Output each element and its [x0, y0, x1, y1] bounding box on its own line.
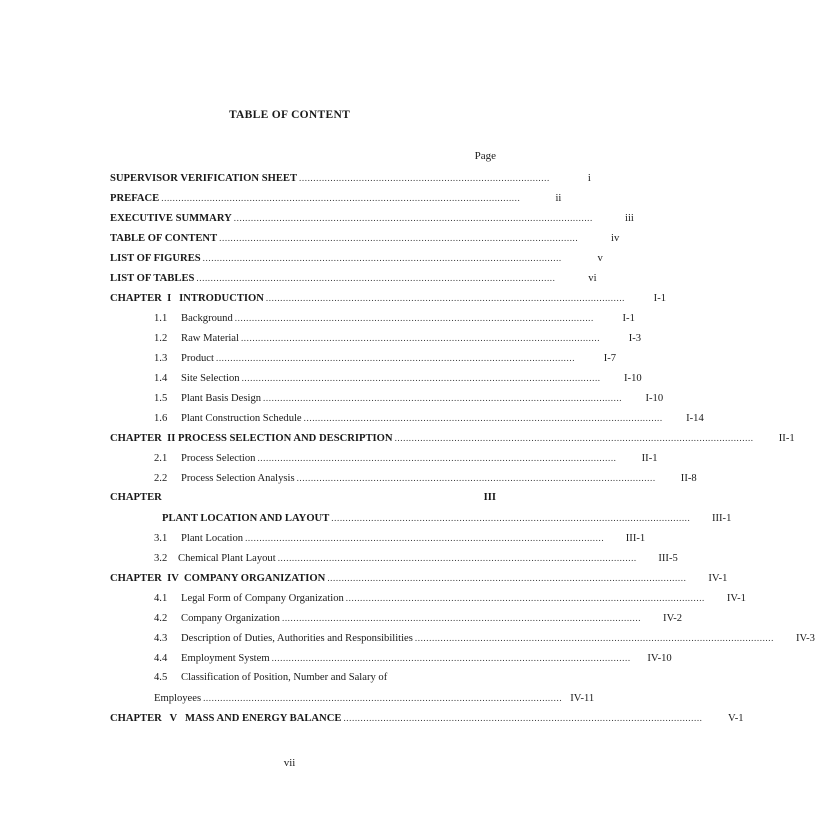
entry-number: 1.6	[154, 413, 168, 424]
entry-number: 4.3	[154, 633, 168, 644]
entry-number: 4.5	[154, 672, 168, 683]
toc-entry-table-of-content[interactable]	[110, 231, 620, 245]
entry-label: Employment System	[181, 653, 270, 664]
leader-dots: ..............................................................................................................................	[345, 593, 705, 603]
toc-entry-chapter-2[interactable]	[110, 431, 795, 445]
toc-entry-4-3[interactable]	[110, 631, 815, 645]
entry-label: EXECUTIVE SUMMARY	[110, 213, 232, 224]
entry-label: Process Selection	[181, 453, 256, 464]
entry-label: Site Selection	[181, 373, 240, 384]
toc-entry-4-4[interactable]	[110, 651, 672, 665]
toc-entry-4-5[interactable]	[110, 671, 496, 685]
entry-label: Employees	[154, 693, 202, 704]
entry-label: CHAPTER I INTRODUCTION	[110, 293, 264, 304]
entry-label: CHAPTER II PROCESS SELECTION AND DESCRIPTION	[110, 433, 393, 444]
entry-number: 1.2	[154, 333, 168, 344]
leader-dots: ..............................................................................................................................	[331, 513, 691, 523]
leader-dots: ..............................................................................................................................	[234, 313, 594, 323]
entry-number: 4.2	[154, 613, 168, 624]
entry-label: CHAPTER	[110, 492, 162, 503]
entry-page: IV-2	[663, 613, 683, 624]
entry-page: II-1	[641, 453, 658, 464]
entry-number: 2.2	[154, 473, 168, 484]
entry-label: Background	[181, 313, 233, 324]
entry-page: i	[587, 173, 591, 184]
entry-page: iv	[611, 233, 620, 244]
toc-entry-chapter-3[interactable]	[110, 491, 496, 505]
leader-dots: ..............................................................................................................................	[265, 293, 626, 303]
page-title: TABLE OF CONTENT	[228, 109, 351, 121]
entry-page: I-14	[686, 413, 704, 424]
toc-entry-chapter-5[interactable]	[110, 711, 744, 725]
entry-page: I-10	[624, 373, 642, 384]
entry-label: LIST OF FIGURES	[110, 253, 201, 264]
page-number-footer: vii	[283, 757, 296, 769]
entry-label: Process Selection Analysis	[181, 473, 295, 484]
toc-entry-1-1[interactable]	[110, 311, 635, 325]
entry-page: iii	[625, 213, 634, 224]
entry-number: 4.4	[154, 653, 168, 664]
entry-page: I-1	[653, 293, 667, 304]
toc-entry-1-4[interactable]	[110, 371, 642, 385]
leader-dots: ..............................................................................................................................	[245, 533, 605, 543]
entry-page: III-1	[625, 533, 646, 544]
entry-label: Chemical Plant Layout	[178, 553, 276, 564]
leader-dots: ........................................................................................	[299, 173, 550, 183]
entry-page: IV-1	[708, 573, 728, 584]
toc-entry-1-6[interactable]	[110, 411, 704, 425]
toc-entry-chapter-4[interactable]	[110, 571, 728, 585]
entry-number: 1.3	[154, 353, 168, 364]
toc-entry-3-2[interactable]	[110, 551, 678, 565]
entry-page: vi	[588, 273, 597, 284]
leader-dots: ..............................................................................................................................	[257, 453, 617, 463]
entry-label: TABLE OF CONTENT	[110, 233, 218, 244]
leader-dots: ..............................................................................................................................	[161, 193, 521, 203]
toc-entry-1-2[interactable]	[110, 331, 642, 345]
entry-label: CHAPTER V MASS AND ENERGY BALANCE	[110, 713, 342, 724]
leader-dots: ..............................................................................................................................	[277, 553, 637, 563]
toc-entry-supervisor-verification[interactable]	[110, 171, 591, 185]
leader-dots: ..............................................................................................................................	[215, 353, 576, 363]
entry-label: LIST OF TABLES	[110, 273, 195, 284]
toc-entry-4-5-continued[interactable]	[154, 691, 595, 705]
entry-label: Legal Form of Company Organization	[181, 593, 344, 604]
leader-dots: ..............................................................................................................................	[281, 613, 642, 623]
entry-label: Plant Basis Design	[181, 393, 262, 404]
entry-number: 3.2	[154, 553, 168, 564]
toc-entry-chapter-1[interactable]	[110, 291, 667, 305]
toc-entry-4-1[interactable]	[110, 591, 746, 605]
leader-dots: ..............................................................................................................................	[271, 653, 631, 663]
entry-label: Plant Construction Schedule	[181, 413, 302, 424]
leader-dots: ..............................................................................................................................	[241, 373, 601, 383]
entry-number: 3.1	[154, 533, 168, 544]
entry-page: IV-3	[795, 633, 815, 644]
entry-label: Description of Duties, Authorities and Responsibilities	[181, 633, 413, 644]
leader-dots: ..............................................................................................................................	[240, 333, 601, 343]
entry-page: v	[597, 253, 603, 264]
toc-entry-2-1[interactable]	[110, 451, 658, 465]
entry-label: Raw Material	[181, 333, 239, 344]
page-column-header: Page	[474, 150, 496, 162]
entry-page: V-1	[728, 713, 744, 724]
leader-dots: ..............................................................................................................................	[414, 633, 774, 643]
entry-page: I-1	[622, 313, 635, 324]
entry-page: III-1	[711, 513, 732, 524]
leader-dots: ..............................................................................................................................	[196, 273, 556, 283]
leader-dots: ..............................................................................................................................	[343, 713, 703, 723]
leader-dots: ..............................................................................................................................	[327, 573, 687, 583]
toc-entry-chapter-3-title[interactable]	[110, 511, 732, 525]
toc-entry-3-1[interactable]	[110, 531, 646, 545]
leader-dots: ..............................................................................................................................	[296, 473, 656, 483]
toc-entry-executive-summary[interactable]	[110, 211, 634, 225]
entry-page: IV-1	[726, 593, 746, 604]
toc-entry-2-2[interactable]	[110, 471, 697, 485]
entry-page: II-1	[778, 433, 795, 444]
entry-number: 1.5	[154, 393, 168, 404]
toc-entry-list-of-figures[interactable]	[110, 251, 603, 265]
entry-number: 2.1	[154, 453, 168, 464]
entry-label: Classification of Position, Number and Salary of	[181, 672, 388, 683]
leader-dots: ..............................................................................................................................	[233, 213, 593, 223]
entry-page: IV-11	[570, 693, 595, 704]
entry-page: I-7	[603, 353, 617, 364]
entry-page: IV-10	[647, 653, 672, 664]
leader-dots: ..............................................................................................................................	[394, 433, 754, 443]
entry-label: Plant Location	[181, 533, 244, 544]
leader-dots: ..............................................................................................................................	[263, 393, 623, 403]
entry-label: Product	[181, 353, 214, 364]
toc-entry-1-3[interactable]	[110, 351, 617, 365]
leader-dots: ..............................................................................................................................	[203, 693, 563, 703]
entry-label: CHAPTER IV COMPANY ORGANIZATION	[110, 573, 326, 584]
entry-number: 1.4	[154, 373, 168, 384]
entry-page: II-8	[680, 473, 697, 484]
entry-number: 4.1	[154, 593, 168, 604]
leader-dots: ..............................................................................................................................	[202, 253, 562, 263]
toc-entry-4-2[interactable]	[110, 611, 683, 625]
toc-entry-preface[interactable]	[110, 191, 562, 205]
entry-page: I-10	[645, 393, 664, 404]
entry-page: III	[483, 492, 496, 503]
entry-label: SUPERVISOR VERIFICATION SHEET	[110, 173, 298, 184]
entry-page: I-3	[628, 333, 642, 344]
entry-page: III-5	[658, 553, 678, 564]
toc-entry-list-of-tables[interactable]	[110, 271, 597, 285]
leader-dots: ..............................................................................................................................	[303, 413, 663, 423]
toc-entry-1-5[interactable]	[110, 391, 664, 405]
entry-number: 1.1	[154, 313, 168, 324]
entry-label: Company Organization	[181, 613, 280, 624]
entry-page: ii	[555, 193, 562, 204]
entry-label: PLANT LOCATION AND LAYOUT	[162, 513, 330, 524]
entry-label: PREFACE	[110, 193, 160, 204]
leader-dots: ..............................................................................................................................	[219, 233, 579, 243]
